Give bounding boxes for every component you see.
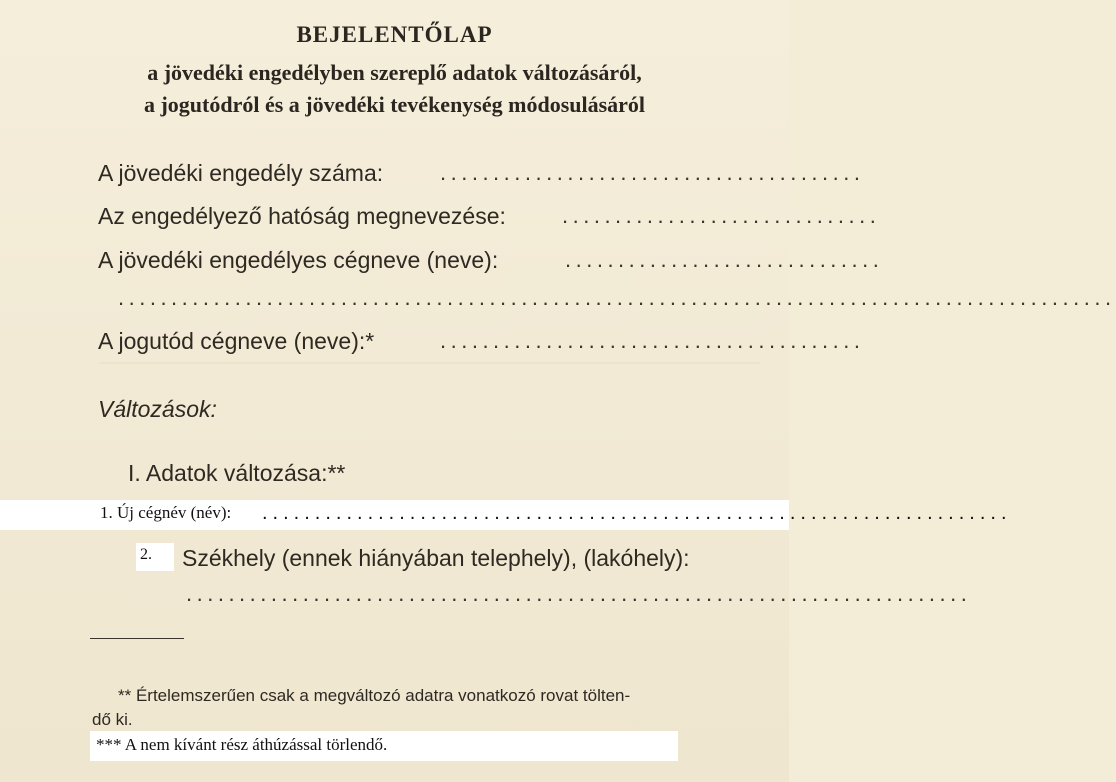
section-i-heading: I. Adatok változása:** (128, 460, 346, 486)
item-2-number: 2. (140, 546, 152, 563)
form-subtitle-line-1: a jövedéki engedélyben szereplő adatok változásáról, (147, 60, 642, 85)
footnote-separator (90, 638, 184, 639)
successor-name-label: A jogutód cégneve (neve):* (98, 328, 375, 354)
new-company-name-label: 1. Új cégnév (név): (100, 503, 232, 522)
permit-number-label: A jövedéki engedély száma: (98, 160, 384, 186)
permit-number-fill-line[interactable]: ........................................ (440, 160, 865, 185)
new-company-name-fill-line[interactable]: ....................................................................... (262, 502, 1012, 524)
licensee-name-label: A jövedéki engedélyes cégneve (neve): (98, 247, 499, 273)
licensee-name-fill-line[interactable]: .............................. (565, 247, 884, 272)
licensee-name-fill-line-2[interactable]: .............................................................................................. (118, 285, 1116, 310)
form-subtitle-line-2: a jogutódról és a jövedéki tevékenység módosulásáról (143, 92, 646, 117)
successor-name-fill-line[interactable]: ........................................ (440, 328, 865, 353)
seat-address-label: Székhely (ennek hiányában telephely), (lakóhely): (182, 545, 690, 571)
seat-address-fill-line[interactable]: .......................................................................... (186, 581, 972, 606)
changes-heading: Változások: (98, 396, 217, 422)
footnote-double-star-line-2: dő ki. (92, 710, 133, 729)
footnote-double-star-line-1: ** Értelemszerűen csak a megváltozó adatra vonatkozó rovat tölten- (118, 686, 631, 705)
footnote-triple-star: *** A nem kívánt rész áthúzással törlendő. (96, 735, 388, 754)
authority-name-fill-line[interactable]: .............................. (562, 203, 881, 228)
authority-name-label: Az engedélyező hatóság megnevezése: (98, 203, 506, 229)
form-title: BEJELENTŐLAP (296, 22, 493, 47)
